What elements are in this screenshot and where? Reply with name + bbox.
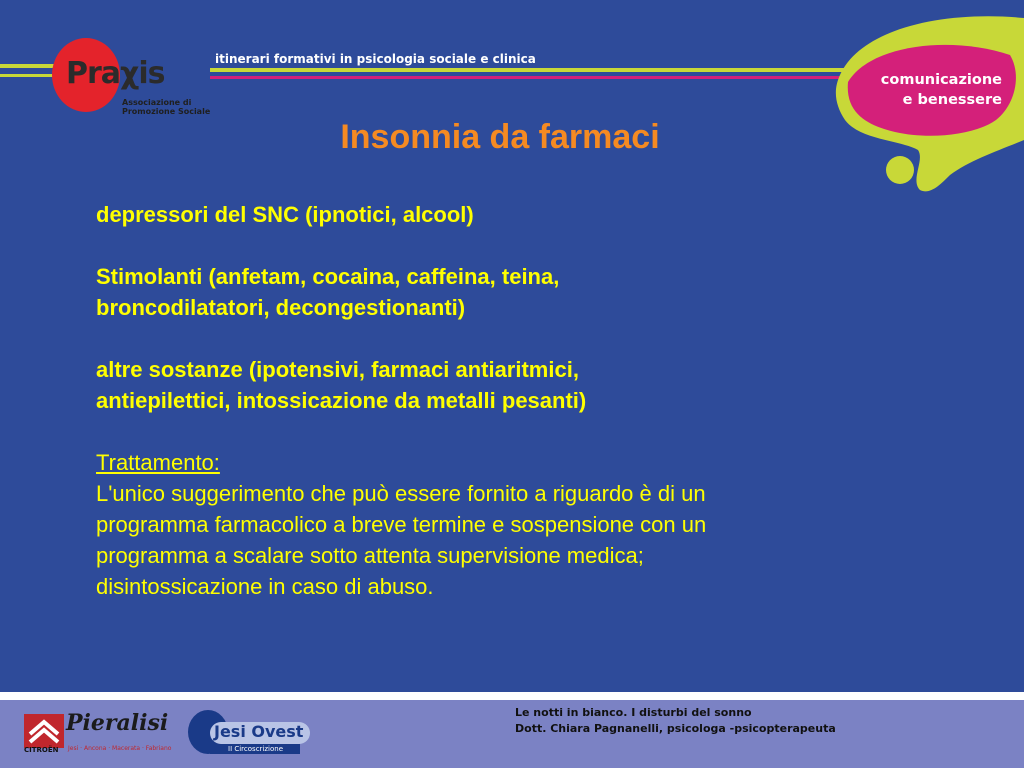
jesi-ovest-subtitle: II Circoscrizione xyxy=(228,745,284,753)
body-line: altre sostanze (ipotensivi, farmaci antiaritmici, xyxy=(96,357,579,382)
praxis-logo-word: Praχis xyxy=(66,56,165,91)
page-title: Insonnia da farmaci xyxy=(340,118,660,156)
body-line: depressori del SNC (ipnotici, alcool) xyxy=(96,202,474,227)
treatment-line: L'unico suggerimento che può essere fornito a riguardo è di un xyxy=(96,481,706,506)
footer-separator xyxy=(0,692,1024,700)
pieralisi-subtitle: Jesi · Ancona · Macerata · Fabriano xyxy=(68,745,172,752)
praxis-logo-subtitle: Associazione di Promozione Sociale xyxy=(122,98,211,116)
treatment-line: disintossicazione in caso di abuso. xyxy=(96,574,434,599)
body-line: Stimolanti (anfetam, cocaina, caffeina, teina, xyxy=(96,264,560,289)
treatment-heading: Trattamento: xyxy=(96,450,220,475)
citroen-label: CITROËN xyxy=(24,746,59,754)
pieralisi-logo: Pieralisi xyxy=(66,710,169,736)
jesi-ovest-logo: Jesi Ovest xyxy=(214,722,304,741)
brand-text: comunicazione e benessere xyxy=(880,72,1002,108)
treatment-line: programma a scalare sotto attenta supervisione medica; xyxy=(96,543,644,568)
treatment-line: programma farmacolico a breve termine e sospensione con un xyxy=(96,512,707,537)
body-line: antiepilettici, intossicazione da metalli pesanti) xyxy=(96,388,587,413)
slide-body xyxy=(96,199,916,602)
body-line: broncodilatatori, decongestionanti) xyxy=(96,295,466,320)
header-tagline: itinerari formativi in psicologia sociale e clinica xyxy=(215,52,536,66)
footer-caption: Le notti in bianco. I disturbi del sonno Dott. Chiara Pagnanelli, psicologa -psicopterapeuta xyxy=(515,706,836,735)
